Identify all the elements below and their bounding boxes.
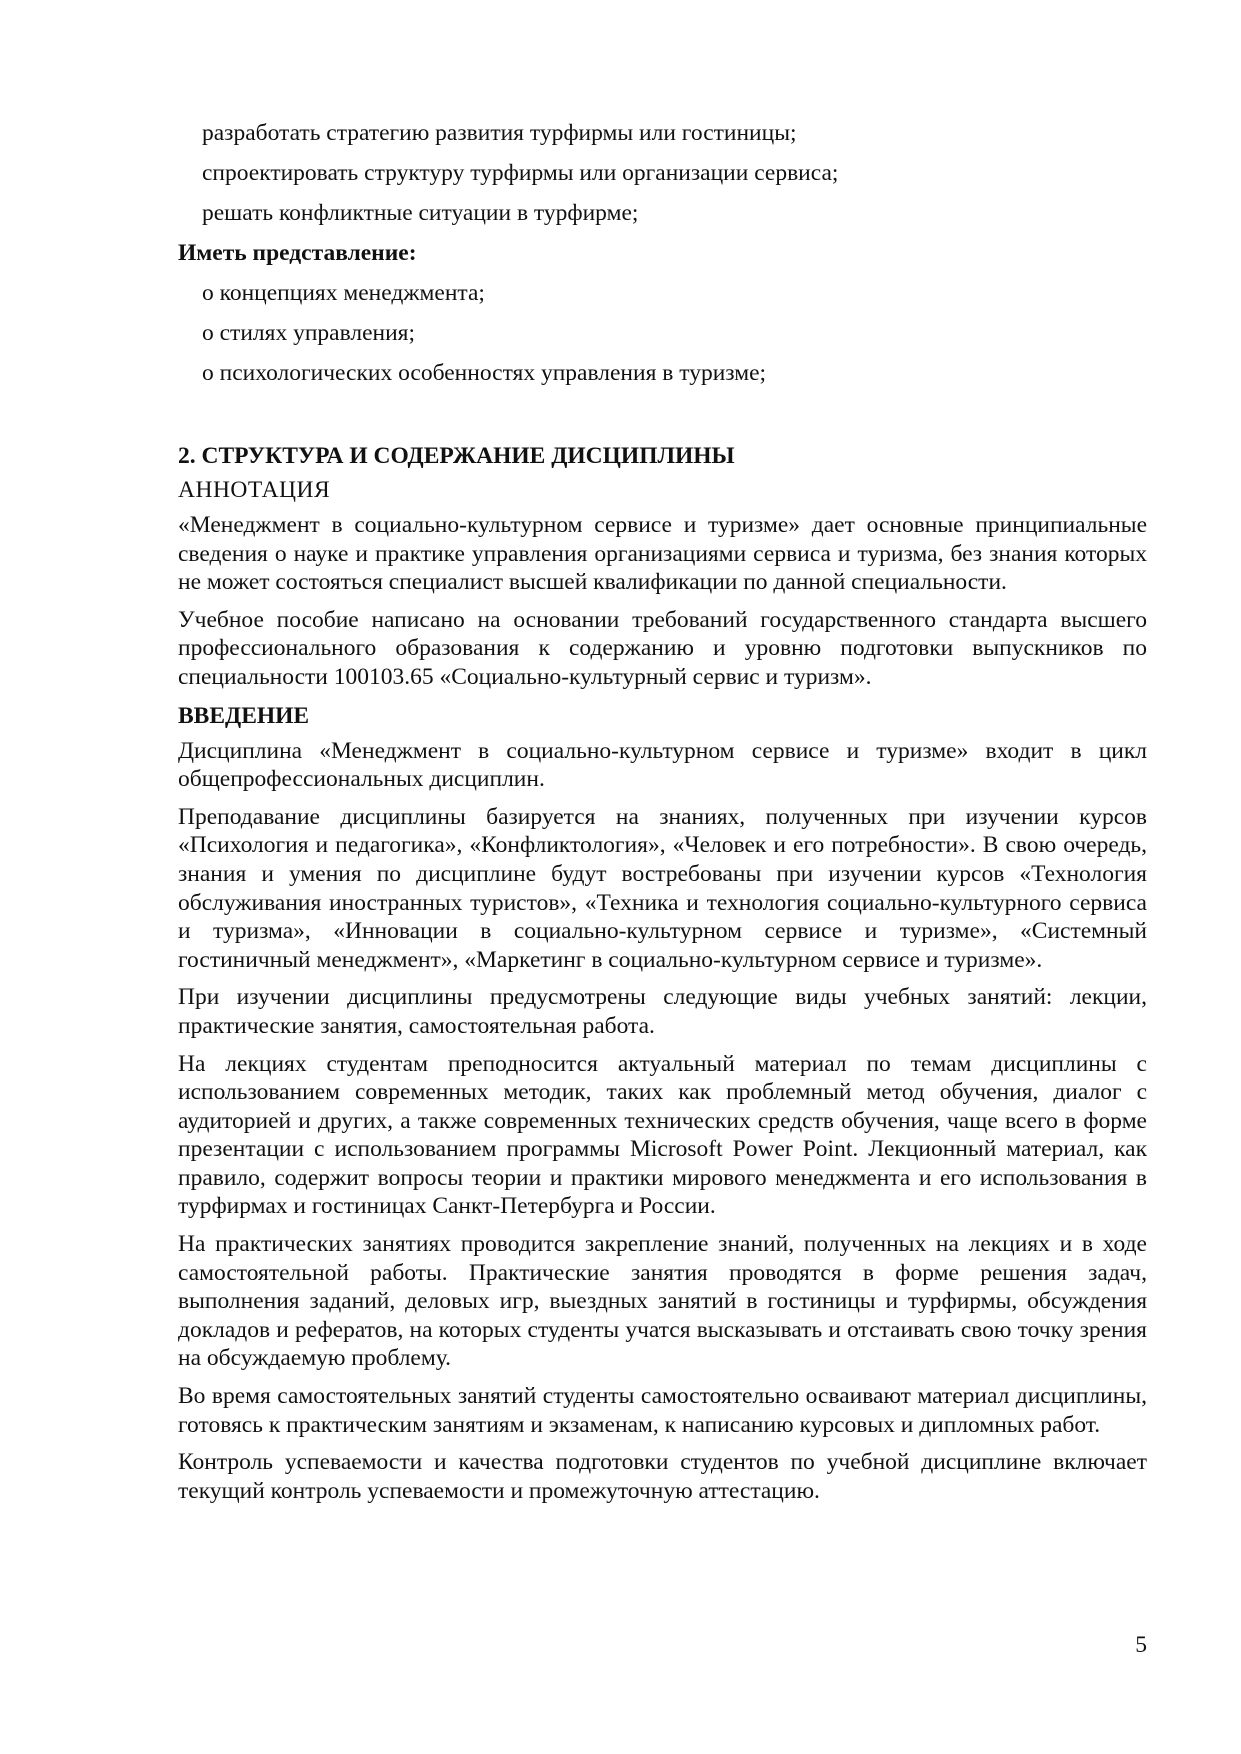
list-item: спроектировать структуру турфирмы или организации сервиса; bbox=[202, 160, 839, 186]
list-item: разработать стратегию развития турфирмы или гостиницы; bbox=[202, 120, 797, 146]
representation-heading: Иметь представление: bbox=[178, 240, 417, 266]
list-item: о концепциях менеджмента; bbox=[202, 280, 485, 306]
skills-list bbox=[178, 113, 1147, 233]
page-number: 5 bbox=[1135, 1632, 1147, 1658]
intro-paragraph: На практических занятиях проводится закрепление знаний, полученных на лекциях и в ходе самостоятельной работы. Практические занятия проводятся в форме решения задач, выполнения заданий, деловых игр, выездных занятий в гостиницы и турфирмы, обсуждения докладов и рефератов, на которых студенты учатся высказывать и отстаивать свою точку зрения на обсуждаемую проблему. bbox=[178, 1231, 1147, 1372]
list-item: о психологических особенностях управления в туризме; bbox=[202, 360, 767, 386]
intro-paragraph: Преподавание дисциплины базируется на знаниях, полученных при изучении курсов «Психология и педагогика», «Конфликтология», «Человек и его потребности». В свою очередь, знания и умения по дисциплине будут востребованы при изучении курсов «Технология обслуживания иностранных туристов», «Техника и технология социально-культурного сервиса и туризма», «Инновации в социально-культурном сервисе и туризме», «Системный гостиничный менеджмент», «Маркетинг в социально-культурном сервисе и туризме». bbox=[178, 803, 1147, 973]
annotation-title: АННОТАЦИЯ bbox=[178, 477, 331, 503]
section-title: 2. СТРУКТУРА И СОДЕРЖАНИЕ ДИСЦИПЛИНЫ bbox=[178, 443, 735, 469]
intro-paragraph: Контроль успеваемости и качества подготовки студентов по учебной дисциплине включает текущий контроль успеваемости и промежуточную аттестацию. bbox=[178, 1449, 1147, 1504]
annotation-paragraph: Учебное пособие написано на основании требований государственного стандарта высшего профессионального образования к содержанию и уровню подготовки выпускников по специальности 100103.65 «Социально-культурный сервис и туризм». bbox=[178, 606, 1147, 690]
intro-paragraph: Во время самостоятельных занятий студенты самостоятельно осваивают материал дисциплины, готовясь к практическим занятиям и экзаменам, к написанию курсовых и дипломных работ. bbox=[178, 1383, 1147, 1438]
intro-paragraph: На лекциях студентам преподносится актуальный материал по темам дисциплины с использованием современных методик, таких как проблемный метод обучения, диалог с аудиторией и других, а также современных технических средств обучения, чаще всего в форме презентации с использованием программы Microsoft Power Point. Лекционный материал, как правило, содержит вопросы теории и практики мирового менеджмента и его использования в турфирмах и гостиницах Санкт-Петербурга и России. bbox=[178, 1050, 1147, 1220]
list-item: о стилях управления; bbox=[202, 320, 416, 346]
intro-paragraph: Дисциплина «Менеджмент в социально-культурном сервисе и туризме» входит в цикл общепрофессиональных дисциплин. bbox=[178, 737, 1147, 793]
annotation-paragraph: «Менеджмент в социально-культурном сервисе и туризме» дает основные принципиальные сведения о науке и практике управления организациями сервиса и туризма, без знания которых не может состояться специалист высшей квалификации по данной специальности. bbox=[178, 512, 1147, 596]
representation-list bbox=[178, 273, 1147, 393]
list-item: решать конфликтные ситуации в турфирме; bbox=[202, 200, 639, 226]
intro-title: ВВЕДЕНИЕ bbox=[178, 702, 310, 729]
intro-paragraph: При изучении дисциплины предусмотрены следующие виды учебных занятий: лекции, практические занятия, самостоятельная работа. bbox=[178, 984, 1147, 1039]
page-content bbox=[178, 113, 1147, 1514]
